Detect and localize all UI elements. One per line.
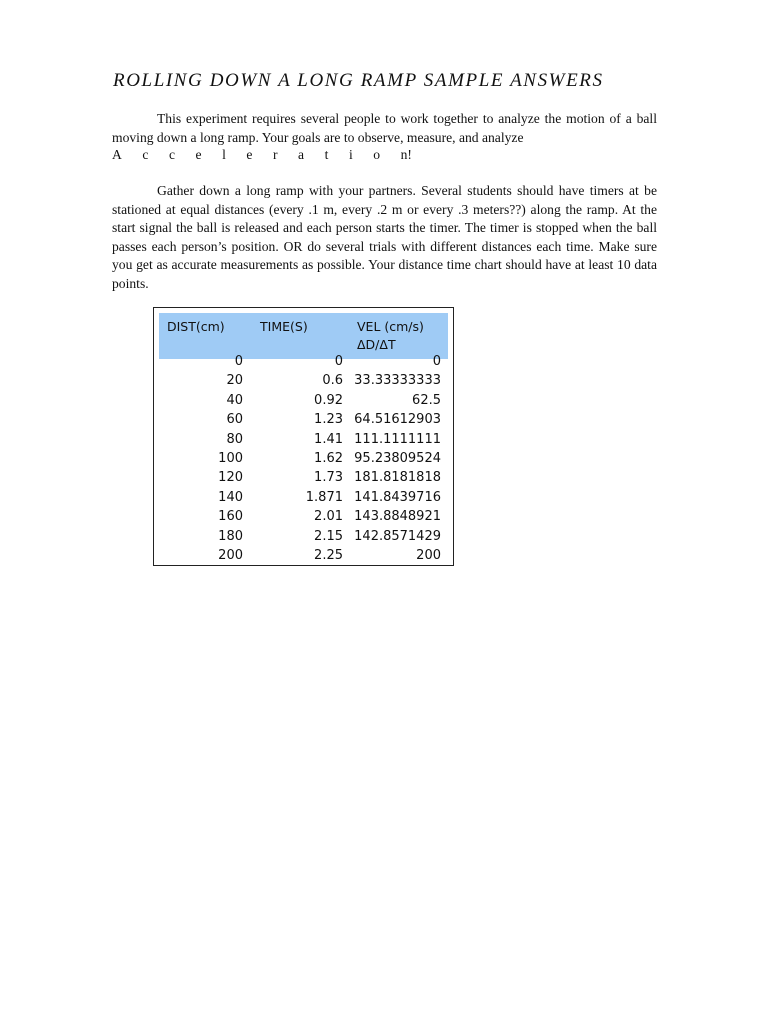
cell-time: 1.62 [314, 450, 343, 466]
accel-letter: l [222, 147, 226, 162]
table-row [154, 354, 453, 373]
accel-letter: o [373, 147, 381, 162]
table-row [154, 529, 453, 548]
cell-time: 2.01 [314, 509, 343, 525]
accel-letter: e [195, 147, 202, 162]
header-vel-formula: ΔD/ΔT [357, 337, 396, 352]
cell-dist: 80 [226, 431, 243, 447]
cell-vel: 200 [416, 547, 441, 563]
cell-dist: 0 [234, 354, 243, 369]
page-title: ROLLING DOWN A LONG RAMP SAMPLE ANSWERS [113, 70, 604, 91]
cell-time: 1.23 [314, 412, 343, 428]
cell-time: 2.25 [314, 547, 343, 563]
cell-time: 2.15 [314, 528, 343, 544]
header-vel: VEL (cm/s) [357, 319, 424, 334]
cell-dist: 200 [218, 547, 243, 563]
table-row [154, 509, 453, 528]
cell-dist: 100 [218, 450, 243, 466]
accel-letter: r [272, 147, 278, 162]
accel-letter: A [112, 147, 122, 162]
accel-letter: a [298, 147, 305, 162]
table-row [154, 490, 453, 509]
instructions-paragraph [112, 182, 657, 294]
cell-vel: 143.8848921 [354, 509, 441, 525]
cell-dist: 40 [226, 392, 243, 408]
header-dist: DIST(cm) [167, 319, 225, 334]
acceleration-spaced-word [112, 146, 412, 164]
table-row [154, 393, 453, 412]
instructions-text: Gather down a long ramp with your partners. Several students should have timers at be stationed at equal distances (every .1 m, every .2 m or every .3 meters??) along the ramp. At the start signal the ball is released and each person starts the timer. The timer is stopped when the ball passes each person’s position. OR do several trials with different distances each time. Make sure you get as accurate measurements as possible. Your distance time chart should have at least 10 data points. [112, 183, 657, 291]
table-row [154, 373, 453, 392]
cell-dist: 180 [218, 528, 243, 544]
table-body [154, 354, 453, 567]
cell-dist: 140 [218, 489, 243, 505]
cell-vel: 33.33333333 [354, 373, 441, 389]
cell-vel: 181.8181818 [354, 470, 441, 486]
cell-time: 1.73 [314, 470, 343, 486]
cell-vel: 95.23809524 [354, 450, 441, 466]
cell-time: 1.871 [305, 489, 343, 505]
accel-letter: e [246, 147, 253, 162]
cell-vel: 141.8439716 [354, 489, 441, 505]
cell-dist: 20 [226, 373, 243, 389]
accel-letter: n! [400, 147, 412, 162]
table-row [154, 412, 453, 431]
cell-vel: 142.8571429 [354, 528, 441, 544]
intro-paragraph [112, 110, 657, 147]
table-row [154, 470, 453, 489]
cell-dist: 160 [218, 509, 243, 525]
intro-text: This experiment requires several people to work together to analyze the motion of a ball moving down a long ramp. Your goals are to observe, measure, and analyze [112, 111, 657, 145]
cell-vel: 0 [432, 354, 441, 369]
accel-letter: c [142, 147, 149, 162]
accel-letter: i [348, 147, 353, 162]
cell-vel: 64.51612903 [354, 412, 441, 428]
cell-vel: 62.5 [412, 392, 441, 408]
cell-time: 0.92 [314, 392, 343, 408]
table-header [159, 313, 448, 359]
cell-dist: 60 [226, 412, 243, 428]
cell-vel: 111.1111111 [354, 431, 441, 447]
accel-letter: c [168, 147, 175, 162]
cell-time: 0.6 [322, 373, 343, 389]
header-time: TIME(S) [260, 319, 308, 334]
cell-time: 1.41 [314, 431, 343, 447]
table-row [154, 432, 453, 451]
cell-time: 0 [334, 354, 343, 369]
accel-letter: t [324, 147, 329, 162]
data-table [153, 307, 454, 566]
table-row [154, 451, 453, 470]
cell-dist: 120 [218, 470, 243, 486]
table-row [154, 548, 453, 567]
